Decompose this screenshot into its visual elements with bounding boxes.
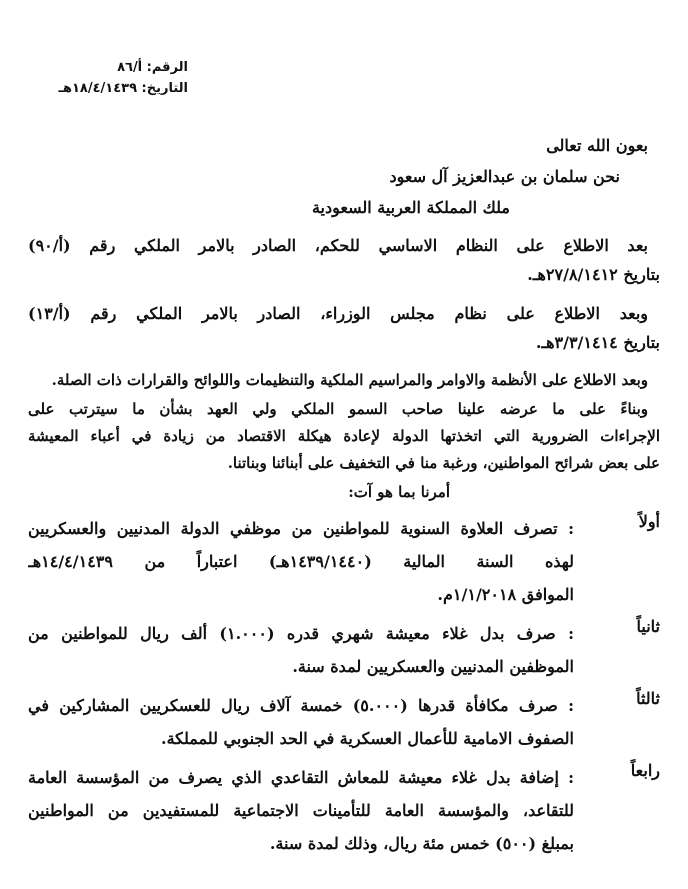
item-1-line-3: الموافق ١/١/٢٠١٨م. [437, 585, 574, 604]
opening-king-name: نحن سلمان بن عبدالعزيز آل سعود [389, 167, 620, 186]
decree-item-4 [28, 761, 660, 860]
item-1-label: أولاً [638, 512, 660, 531]
reference-date: التاريخ: ١٨/٤/١٤٣٩هـ [58, 80, 188, 96]
preamble-paragraph-4 [28, 396, 660, 477]
item-4-label: رابعاً [630, 761, 660, 780]
opening-block [28, 130, 660, 223]
preamble-4-line-2: الإجراءات الضرورية التي اتخذتها الدولة لإعادة هيكلة الاقتصاد من زيادة في أعباء المعيشة [28, 427, 660, 445]
item-4-line-2: للتقاعد، والمؤسسة العامة للتأمينات الاجتماعية للمستفيدين من المواطنين [28, 801, 574, 820]
preamble-paragraph-3 [28, 367, 660, 394]
item-2-line-1: : صرف بدل غلاء معيشة شهري قدره (١.٠٠٠) ألف ريال للمواطنين من [28, 624, 574, 643]
preamble-paragraph-1 [28, 231, 660, 289]
item-3-text [28, 689, 574, 755]
preamble-1-line-2: بتاريخ ٢٧/٨/١٤١٢هـ. [527, 265, 660, 284]
item-2-label: ثانياً [636, 617, 660, 636]
item-4-line-3: بمبلغ (٥٠٠) خمس مئة ريال، وذلك لمدة سنة. [269, 834, 574, 853]
item-4-line-1: : إضافة بدل غلاء معيشة للمعاش التقاعدي الذي يصرف من المؤسسة العامة [28, 768, 574, 787]
preamble-1-line-1: بعد الاطلاع على النظام الاساسي للحكم، الصادر بالامر الملكي رقم (أ/٩٠) [28, 236, 648, 255]
opening-invocation: بعون الله تعالى [546, 136, 648, 155]
item-1-line-1: : تصرف العلاوة السنوية للمواطنين من موظفي الدولة المدنيين والعسكريين [28, 519, 574, 538]
item-1-text [28, 512, 574, 611]
item-2-line-2: الموظفين المدنيين والعسكريين لمدة سنة. [292, 657, 574, 676]
item-2-text [28, 617, 574, 683]
item-3-label: ثالثاً [636, 689, 660, 708]
decree-heading: أمرنا بما هو آت: [348, 483, 450, 501]
preamble-2-line-2: بتاريخ ٣/٣/١٤١٤هـ. [535, 333, 660, 352]
item-3-line-1: : صرف مكافأة قدرها (٥.٠٠٠) خمسة آلاف ريال للعسكريين المشاركين في [28, 696, 574, 715]
preamble-4-line-3: على بعض شرائح المواطنين، ورغبة منا في التخفيف على أبنائنا وبناتنا. [227, 454, 660, 472]
reference-block [28, 58, 188, 100]
item-3-line-2: الصفوف الامامية للأعمال العسكرية في الحد الجنوبي للمملكة. [161, 729, 574, 748]
item-4-text [28, 761, 574, 860]
preamble-2-line-1: وبعد الاطلاع على نظام مجلس الوزراء، الصادر بالامر الملكي رقم (أ/١٣) [28, 304, 648, 323]
reference-number: الرقم: أ/٨٦ [117, 60, 188, 75]
document-body [28, 130, 660, 860]
item-1-line-2: لهذه السنة المالية (١٤٣٩/١٤٤٠هـ) اعتباراً من ١٤/٤/١٤٣٩هـ [28, 552, 574, 571]
preamble-paragraph-2 [28, 299, 660, 357]
opening-king-title: ملك المملكة العربية السعودية [311, 198, 510, 217]
decree-item-1 [28, 512, 660, 611]
preamble-3-line-1: وبعد الاطلاع على الأنظمة والاوامر والمراسيم الملكية والتنظيمات واللوائح والقرارات ذات الصلة. [51, 371, 648, 389]
preamble-4-line-1: وبناءً على ما عرضه علينا صاحب السمو الملكي ولي العهد بشأن ما سيترتب على [28, 400, 648, 418]
decree-item-2 [28, 617, 660, 683]
decree-item-3 [28, 689, 660, 755]
